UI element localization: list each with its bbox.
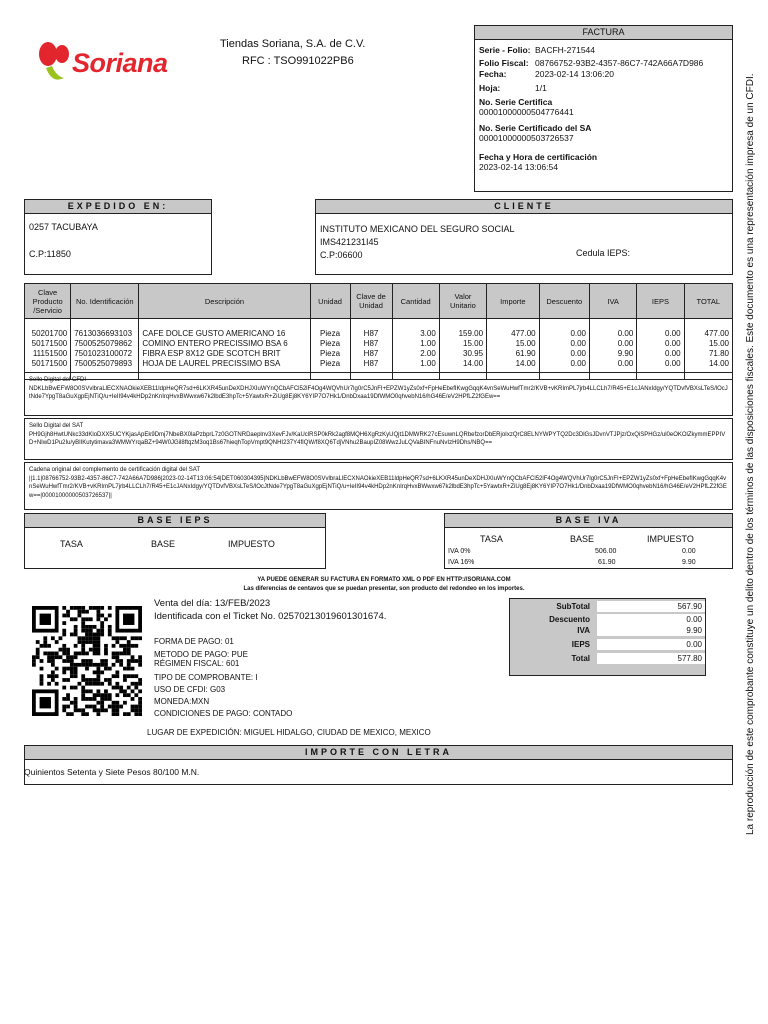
ieps-row: IEPS 0.00 bbox=[510, 639, 705, 650]
sello-cfdi-text: NDKLbBwEFW8O0SVvlbraLlECXNAOkieXEB11ldpHeQR7sd+6LKXR45unDeXDHJXIuWYnQCbAFCl52lF4Og4WQVhUr7lg0rC5JnFI+EPZW1yZs0xf+FpHeEbefIKwgGqqK4vnSeWuHwfTmr2/KVB+vKRImPL7jrb4LLCLh7/R45+E1cJANxIdgy/YQTDvfVBXsLTeS/lOcJtNde7YpgT8aGuXgpEjNTiQ/u+IeII94v4kHDp2nKnIrqHvxBWwxw67k2lbdE3hpTc+5YawtxR+ZiUg8Ej8KY6YIP7O7Hk1/DnbDxaa19DfWMO0qhvebN16/hG46E/eV2HPfLZ2fGEw== bbox=[29, 385, 728, 400]
iva-row-0-tasa: IVA 0% bbox=[448, 548, 471, 555]
importe-letra-title: IMPORTE CON LETRA bbox=[25, 746, 732, 760]
sello-cfdi-title: Sello Digital del CFDI bbox=[29, 377, 87, 383]
cliente-title: CLIENTE bbox=[316, 200, 732, 214]
iva-col-base: BASE bbox=[570, 534, 595, 544]
col-identificacion: No. Identificación bbox=[71, 284, 139, 319]
col-descripcion: Descripción bbox=[139, 284, 310, 319]
cliente-box bbox=[315, 199, 733, 275]
col-ieps: IEPS bbox=[637, 284, 684, 319]
factura-fecha: Fecha: 2023-02-14 13:06:20 bbox=[479, 69, 614, 79]
col-iva: IVA bbox=[590, 284, 637, 319]
iva-row-1-base: 61.90 bbox=[598, 559, 616, 566]
ieps-col-base: BASE bbox=[151, 539, 176, 549]
factura-cert-sa: No. Serie Certificado del SA 00001000000503726537 bbox=[479, 123, 592, 143]
totals-box bbox=[509, 598, 706, 676]
venta-metodo-pago: METODO DE PAGO: PUE bbox=[154, 650, 248, 659]
venta-regimen: RÉGIMEN FISCAL: 601 bbox=[154, 659, 240, 668]
sello-sat-title: Sello Digital del SAT bbox=[29, 423, 84, 429]
iva-row-1-tasa: IVA 16% bbox=[448, 559, 475, 566]
table-row: 11151500 7501023100072 FIBRA ESP 8X12 GDE SCOTCH BRIT Pieza H87 2.00 30.95 61.90 0.00 9.90 0.00 71.80 bbox=[25, 349, 733, 359]
factura-hoja: Hoja: 1/1 bbox=[479, 83, 547, 93]
sello-sat bbox=[24, 418, 733, 460]
base-ieps-title: BASE IEPS bbox=[25, 514, 325, 528]
lugar-expedicion: LUGAR DE EXPEDICIÓN: MIGUEL HIDALGO, CIUDAD DE MEXICO, MEXICO bbox=[147, 728, 431, 737]
brand-name: Soriana bbox=[72, 48, 168, 78]
col-importe: Importe bbox=[487, 284, 540, 319]
col-clave-unidad: Clave de Unidad bbox=[350, 284, 392, 319]
base-ieps-box bbox=[24, 513, 326, 569]
venta-ticket: Identificada con el Ticket No. 02570213019601301674. bbox=[154, 611, 387, 622]
col-valor-unitario: Valor Unitario bbox=[439, 284, 486, 319]
base-iva-box bbox=[444, 513, 733, 569]
sello-cfdi bbox=[24, 372, 733, 416]
qr-code-icon bbox=[32, 606, 142, 716]
factura-folio: Folio Fiscal: 08766752-93B2-4357-86C7-742A66A7D986 bbox=[479, 58, 704, 68]
venta-fecha: Venta del día: 13/FEB/2023 bbox=[154, 598, 271, 609]
company-rfc: RFC : TSO991022PB6 bbox=[242, 55, 354, 67]
cadena-original bbox=[24, 462, 733, 510]
table-row: 50201700 7613036693103 CAFE DOLCE GUSTO AMERICANO 16 Pieza H87 3.00 159.00 477.00 0.00 0.00 0.00 477.00 bbox=[25, 329, 733, 339]
iva-row-1-impuesto: 9.90 bbox=[682, 559, 696, 566]
col-unidad: Unidad bbox=[310, 284, 350, 319]
venta-tipo: TIPO DE COMPROBANTE: I bbox=[154, 673, 258, 682]
venta-moneda: MONEDA:MXN bbox=[154, 697, 210, 706]
expedido-store: 0257 TACUBAYA bbox=[29, 222, 98, 232]
expedido-title: EXPEDIDO EN: bbox=[25, 200, 211, 214]
importe-letra-box bbox=[24, 745, 733, 785]
iva-col-tasa: TASA bbox=[480, 534, 503, 544]
factura-title: FACTURA bbox=[475, 26, 732, 40]
sello-sat-text: PH9Gjh8HwtUNkc33dKloDXX5UCYKjasApEk9Dmj7NbeBX0laPzbprL7z0GOTNRDaeplnv3XevFJv/KaUclRSP0kRk2agf8MQH6XgRzKyUQjt1DMWRK27cEsuwnLQRbefzorDbERjoIxzQrC8ELNYWPYTQ2Dc3DlGsJDvnVTJPjz/OxQiSPHGz/ul0eOKOlZkymmEPPIVD+NIwD1Pu2Iu/yBlIKutytimava3WMWYrqaBZ+94W0JGil8ftqzM3oq1Bs67hieqhTopVmpt9QNHI237Y4fIQW/f8XQ6TdjVNhu2BaupIZ08WwzJuLQVaBINFnuNvIzH9Dhs/NBQ== bbox=[29, 431, 726, 446]
col-clave: Clave Producto /Servicio bbox=[25, 284, 71, 319]
table-row: 50171500 7500525079893 HOJA DE LAUREL PRECISSIMO BSA Pieza H87 1.00 14.00 14.00 0.00 0.00 0.00 14.00 bbox=[25, 359, 733, 369]
cliente-rfc: IMS421231I45 bbox=[320, 237, 379, 247]
total-row: Total 577.80 bbox=[510, 653, 705, 664]
base-iva-title: BASE IVA bbox=[445, 514, 732, 528]
table-row: 50171500 7500525079862 COMINO ENTERO PRECISSIMO BSA 6 Pieza H87 1.00 15.00 15.00 0.00 0.00 0.00 15.00 bbox=[25, 339, 733, 349]
importe-letra-text: Quinientos Setenta y Siete Pesos 80/100 M.N. bbox=[24, 767, 200, 777]
venta-forma-pago: FORMA DE PAGO: 01 bbox=[154, 637, 234, 646]
expedido-box bbox=[24, 199, 212, 275]
expedido-cp: C.P:11850 bbox=[29, 249, 71, 259]
soriana-logo bbox=[38, 40, 178, 84]
iva-row-0-base: 506.00 bbox=[595, 548, 617, 555]
venta-uso: USO DE CFDI: G03 bbox=[154, 685, 226, 694]
descuento-row: Descuento 0.00 bbox=[510, 614, 705, 625]
venta-condiciones: CONDICIONES DE PAGO: CONTADO bbox=[154, 709, 293, 718]
factura-box bbox=[474, 25, 733, 192]
legal-side-text: La reproducción de este comprobante constituye un delito dentro de los términos de las disposiciones fiscales. Este documento es una representación impresa de un CFDI. bbox=[745, 73, 756, 835]
cliente-ieps: Cedula IEPS: bbox=[576, 248, 631, 258]
notice-line2: Las diferencias de centavos que se puedan presentar, son producto del redondeo en los importes. bbox=[243, 586, 525, 592]
factura-serie: Serie - Folio: BACFH-271544 bbox=[479, 45, 596, 55]
iva-row: IVA 9.90 bbox=[510, 625, 705, 636]
col-total: TOTAL bbox=[684, 284, 732, 319]
cliente-cp: C.P:06600 bbox=[320, 250, 363, 260]
cadena-text: ||1.1|08766752-93B2-4357-86C7-742A66A7D986|2023-02-14T13:06:54|DET060304395|NDKLbBwEFW8O0SVvlbraLlECXNAOkieXEB11ldpHeQR7sd+6LKXR45unDeXDHJXIuWYnQCbAFCl52lF4Og4WQVhUr7lg0rC5JnFI+EPZW1yZs0xf+FpHeEbefIKwgGqqK4vnSeWuHwfTmr2/KVB+vKRImPL7jrb4LLCLh7/R45+E1cJANxIdgy/YQTDvfVBXsLTeS/lOcJtNde7YpgT8aGuXgpEjNTiQ/u+IeII94v4kHDp2nKnIrqHvxBWwxw67k2lbdE3hpTc+5YawtxR+ZiUg8Ej8KY6YIP7O7Hk1/DnbDxaa19DfWMO0qhvebN16/hG46E/eV2HPfLZ2fGEw==|00001000000503726537|| bbox=[29, 475, 727, 499]
ieps-col-impuesto: IMPUESTO bbox=[228, 539, 275, 549]
col-descuento: Descuento bbox=[539, 284, 589, 319]
iva-col-impuesto: IMPUESTO bbox=[647, 534, 694, 544]
iva-row-0-impuesto: 0.00 bbox=[682, 548, 696, 555]
items-table bbox=[24, 283, 733, 380]
cadena-title: Cadena original del complemento de certificación digital del SAT bbox=[29, 467, 200, 473]
items-header-row bbox=[25, 284, 733, 319]
factura-cert: No. Serie Certifica 00001000000504776441 bbox=[479, 97, 574, 117]
col-cantidad: Cantidad bbox=[392, 284, 439, 319]
cliente-name: INSTITUTO MEXICANO DEL SEGURO SOCIAL bbox=[320, 224, 515, 234]
subtotal-row: SubTotal 567.90 bbox=[510, 601, 705, 612]
factura-fecha-cert: Fecha y Hora de certificación 2023-02-14 13:06:54 bbox=[479, 152, 598, 172]
soriana-logo-icon bbox=[38, 40, 72, 84]
notice-line1: YA PUEDE GENERAR SU FACTURA EN FORMATO XML O PDF EN HTTP://SORIANA.COM bbox=[257, 577, 511, 583]
company-name: Tiendas Soriana, S.A. de C.V. bbox=[220, 38, 366, 50]
ieps-col-tasa: TASA bbox=[60, 539, 83, 549]
table-row bbox=[25, 319, 733, 330]
